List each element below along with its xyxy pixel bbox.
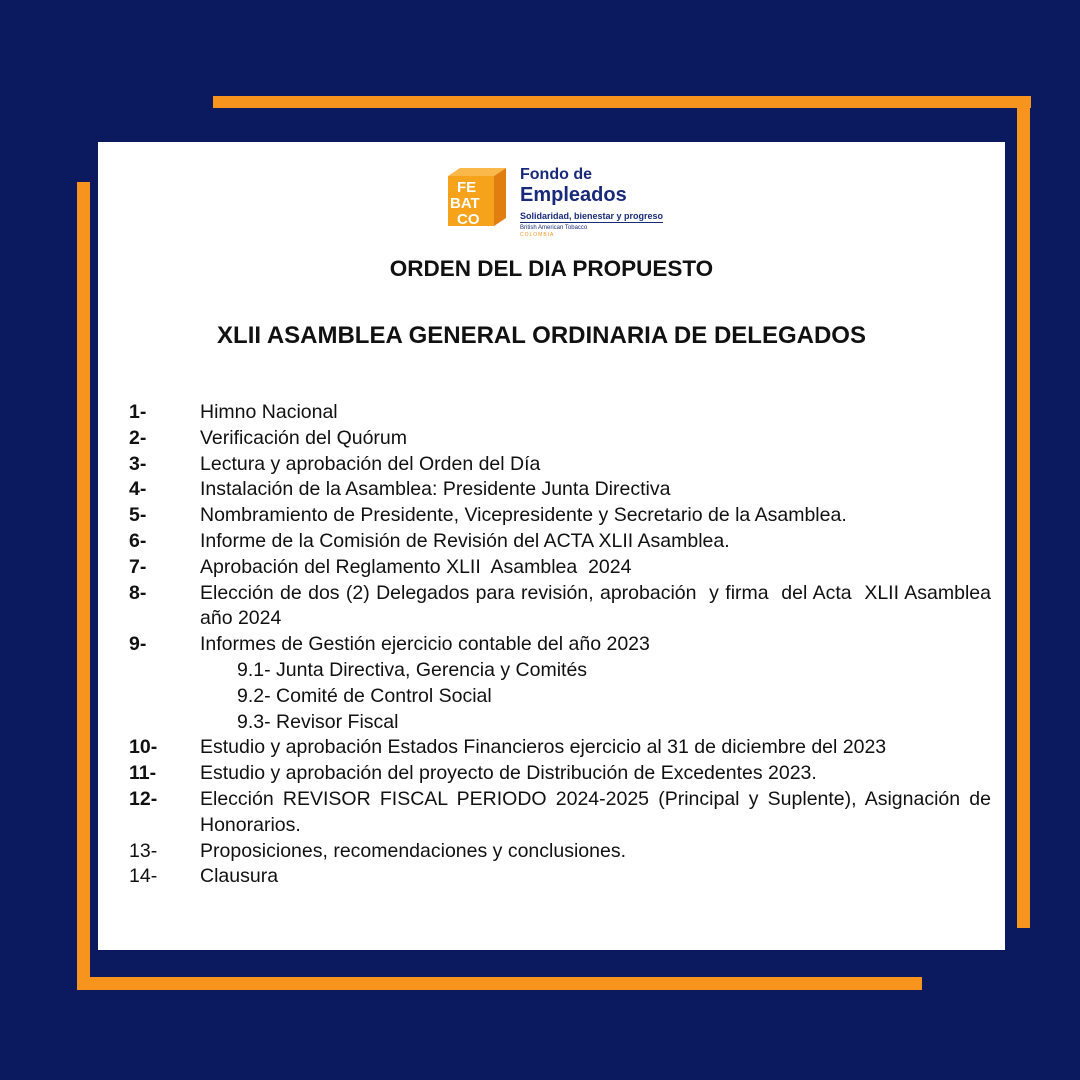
agenda-item: [129, 864, 991, 890]
agenda-item-number: 1-: [129, 401, 147, 423]
agenda-item: [129, 839, 991, 865]
agenda-subitem: 9.1- Junta Directiva, Gerencia y Comités: [237, 658, 588, 681]
agenda-item-text: Elección de dos (2) Delegados para revisión, aprobación y firma del Acta XLII Asamblea año 2024: [200, 581, 1002, 630]
agenda-item-number: 6-: [129, 529, 147, 552]
agenda-item-number: 12-: [129, 787, 158, 810]
page-title: ORDEN DEL DIA PROPUESTO: [389, 256, 714, 281]
agenda-subitem: 9.3- Revisor Fiscal: [237, 710, 399, 733]
agenda-item-number: 14-: [129, 865, 158, 888]
agenda-item: [129, 400, 991, 426]
agenda-item: [129, 555, 991, 581]
agenda-item-text: Aprobación del Reglamento XLII Asamblea 2024: [200, 555, 632, 578]
agenda-item: [129, 787, 997, 839]
logo-line2: Empleados: [520, 184, 627, 206]
agenda-item-number: 5-: [129, 504, 147, 527]
agenda-item: [129, 581, 1002, 633]
logo-wordmark: [520, 166, 690, 238]
agenda-item-number: 3-: [129, 452, 147, 475]
frame-left-accent: [77, 182, 90, 990]
frame-bottom-accent: [77, 977, 922, 990]
agenda-item: [129, 735, 991, 761]
agenda-item-number: 11-: [129, 762, 157, 785]
agenda-item-number: 7-: [129, 555, 147, 578]
agenda-item-text: Informes de Gestión ejercicio contable del año 2023: [200, 633, 650, 656]
logo-cube-letters: BAT: [450, 195, 480, 212]
agenda-item-text: Nombramiento de Presidente, Vicepresidente y Secretario de la Asamblea.: [200, 504, 847, 527]
agenda-item: [129, 632, 991, 658]
logo-company: British American Tobacco: [520, 225, 588, 231]
agenda-item-number: 2-: [129, 426, 147, 449]
agenda-item-text: Elección REVISOR FISCAL PERIODO 2024-2025 (Principal y Suplente), Asignación de Honorarios.: [200, 787, 997, 836]
agenda-item-number: 10-: [129, 736, 158, 759]
agenda-item-text: Verificación del Quórum: [200, 426, 408, 449]
page-subtitle: XLII ASAMBLEA GENERAL ORDINARIA DE DELEGADOS: [217, 322, 866, 349]
agenda-item-text: Estudio y aprobación Estados Financieros ejercicio al 31 de diciembre del 2023: [200, 736, 887, 759]
agenda-item: [129, 477, 991, 503]
agenda-item-number: 13-: [129, 839, 158, 862]
frame-top-accent: [213, 96, 1031, 108]
febatco-cube-icon: [448, 168, 508, 226]
logo-cube-letters: FE: [457, 179, 477, 196]
agenda-item-number: 4-: [129, 478, 147, 501]
agenda-item: [129, 761, 991, 787]
logo-line1: Fondo de: [520, 166, 592, 183]
agenda-item-text: Estudio y aprobación del proyecto de Distribución de Excedentes 2023.: [200, 762, 817, 785]
logo-tagline: Solidaridad, bienestar y progreso: [520, 211, 664, 221]
agenda-item-text: Instalación de la Asamblea: Presidente Junta Directiva: [200, 478, 671, 501]
agenda-item-number: 8-: [129, 581, 147, 604]
agenda-subitem: 9.2- Comité de Control Social: [237, 684, 492, 707]
agenda-item-text: Lectura y aprobación del Orden del Día: [200, 452, 541, 475]
agenda-item-text: Proposiciones, recomendaciones y conclusiones.: [200, 839, 626, 862]
agenda-item-number: 9-: [129, 633, 147, 656]
agenda-list: [129, 400, 1002, 890]
febatco-logo: [448, 166, 678, 238]
agenda-item-text: Clausura: [200, 865, 279, 888]
agenda-item: [129, 529, 991, 555]
agenda-item: [129, 426, 991, 452]
agenda-item-text: Himno Nacional: [200, 401, 338, 423]
logo-country: COLOMBIA: [520, 232, 555, 238]
frame-right-accent: [1017, 96, 1030, 928]
logo-cube-letters: CO: [457, 211, 480, 226]
agenda-item: [129, 452, 991, 478]
agenda-card: [98, 142, 1005, 950]
agenda-item-text: Informe de la Comisión de Revisión del ACTA XLII Asamblea.: [200, 529, 730, 552]
agenda-item: [129, 503, 991, 529]
